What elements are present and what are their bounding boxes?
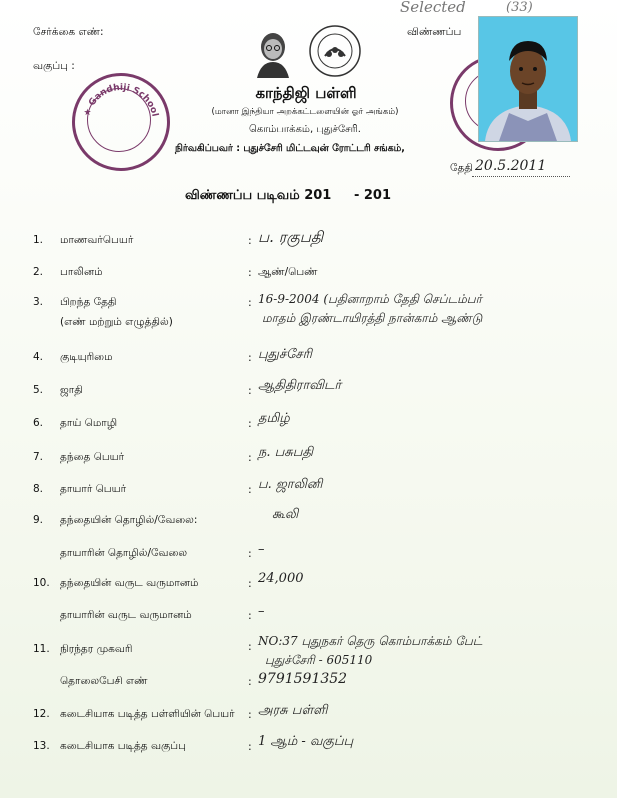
address-line2-value: புதுச்சேரி - 605110 <box>265 653 373 667</box>
father-name-value: ந. பசுபதி <box>258 445 314 460</box>
class-label: வகுப்பு : <box>33 60 75 72</box>
field-label-last-school: கடைசியாக படித்த பள்ளியின் பெயர் <box>60 708 235 720</box>
field-number: 3. <box>33 296 44 308</box>
field-number: 2. <box>33 266 44 278</box>
field-label-father-income: தந்தையின் வருட வருமானம் <box>60 577 199 589</box>
nationality-value: புதுச்சேரி <box>258 347 312 362</box>
form-title: விண்ணப்ப படிவம் 201 - 201 <box>185 188 392 203</box>
field-label-mother-occupation: தாயாரின் தொழில்/வேலை <box>60 547 188 559</box>
phone-value: 9791591352 <box>258 671 348 687</box>
last-class-value: 1 ஆம் - வகுப்பு <box>258 734 354 749</box>
field-label-caste: ஜாதி <box>60 384 83 396</box>
field-number: 8. <box>33 483 44 495</box>
school-address: கொம்பாக்கம், புதுச்சேரி. <box>249 124 361 135</box>
field-number: 11. <box>33 643 50 655</box>
field-label-last-class: கடைசியாக படித்த வகுப்பு <box>60 740 186 752</box>
gender-value: ஆண்/பெண் <box>258 266 318 278</box>
field-sublabel-dob: (எண் மற்றும் எழுத்தில்) <box>60 316 173 328</box>
field-label-mother-income: தாயாரின் வருட வருமானம் <box>60 609 192 621</box>
date-value: 20.5.2011 <box>475 158 547 174</box>
field-label-phone: தொலைபேசி எண் <box>60 675 148 687</box>
application-no-label: விண்ணப்ப <box>407 26 462 38</box>
caste-value: ஆதிதிராவிடர் <box>258 378 342 393</box>
field-label-father-occupation: தந்தையின் தொழில்/வேலை: <box>60 514 198 526</box>
field-label-student-name: மாணவர்பெயர் <box>60 234 134 246</box>
father-income-value: 24,000 <box>258 571 304 586</box>
field-label-dob: பிறந்த தேதி <box>60 296 117 308</box>
last-school-value: அரசு பள்ளி <box>258 703 328 718</box>
pencil-number-note: (33) <box>506 0 533 15</box>
mother-tongue-value: தமிழ் <box>258 411 290 426</box>
school-subtitle: (மானா இந்தியா அறக்கட்டளையின் ஓர் அங்கம்) <box>211 107 399 117</box>
field-number: 10. <box>33 577 50 589</box>
pencil-selected-note: Selected <box>400 0 466 16</box>
field-label-gender: பாலினம் <box>60 266 103 278</box>
school-emblem-icon <box>308 24 362 78</box>
field-label-mother-tongue: தாய் மொழி <box>60 417 118 429</box>
field-label-father-name: தந்தை பெயர் <box>60 451 125 463</box>
gandhi-portrait-icon <box>251 30 293 78</box>
address-value: NO:37 புதுநகர் தெரு கொம்பாக்கம் பேட் <box>258 634 483 648</box>
date-label: தேதி <box>450 162 473 174</box>
field-label-permanent-address: நிரந்தர முகவரி <box>60 643 133 655</box>
admission-no-label: சேர்க்கை எண்: <box>33 26 104 38</box>
field-number: 9. <box>33 514 44 526</box>
field-label-mother-name: தாயார் பெயர் <box>60 483 127 495</box>
field-number: 1. <box>33 234 44 246</box>
field-label-nationality: குடியுரிமை <box>60 351 113 363</box>
dob-words-value: மாதம் இரண்டாயிரத்தி நான்காம் ஆண்டு <box>262 311 483 325</box>
school-name: காந்திஜி பள்ளி <box>255 84 357 102</box>
field-number: 13. <box>33 740 50 752</box>
field-number: 7. <box>33 451 44 463</box>
mother-occupation-value: – <box>258 542 265 557</box>
dob-value: 16-9-2004 (பதினாறாம் தேதி செப்டம்பர் <box>258 292 482 306</box>
field-number: 6. <box>33 417 44 429</box>
field-number: 4. <box>33 351 44 363</box>
field-number: 12. <box>33 708 50 720</box>
mother-income-value: – <box>258 604 265 619</box>
management-line: நிர்வகிப்பவர் : புதுச்சேரி மிட்டவுன் ரோட்டரி சங்கம், <box>175 143 405 154</box>
father-occupation-value: கூலி <box>272 507 299 522</box>
student-name-value: ப. ரகுபதி <box>258 228 324 246</box>
svg-text:★ Gandhiji School: ★ Gandhiji School <box>82 82 160 118</box>
field-number: 5. <box>33 384 44 396</box>
school-seal-stamp <box>72 73 170 171</box>
student-photo <box>478 16 578 142</box>
mother-name-value: ப. ஜாலினி <box>258 477 323 492</box>
